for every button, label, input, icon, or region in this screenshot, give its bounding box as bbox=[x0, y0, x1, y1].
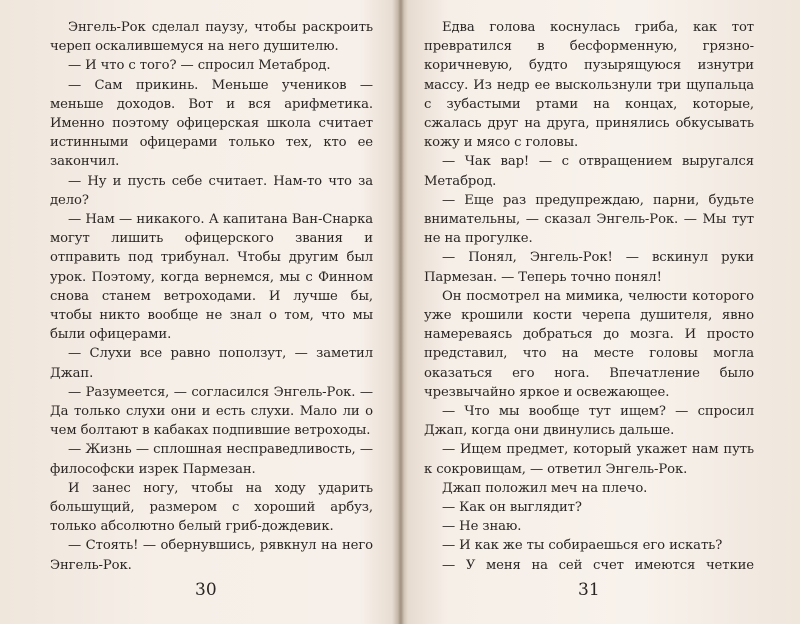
paragraph: — Ну и пусть себе считает. Нам-то что за дело? bbox=[50, 173, 373, 208]
paragraph: — Ищем предмет, который укажет нам путь к сокровищам, — ответил Энгель-Рок. bbox=[424, 442, 754, 477]
paragraph: — И как же ты собираешься его искать? bbox=[442, 538, 723, 554]
paragraph: — Жизнь — сплошная несправедливость, — философски изрек Пармезан. bbox=[50, 442, 373, 477]
paragraph: Он посмотрел на мимика, челюсти которого уже крошили кости черепа душителя, явно намереваясь добраться до мозга. И просто представил, что на месте головы могла оказаться его нога. Впечатление было чрезвычайно яркое и освежающее. bbox=[424, 288, 754, 400]
left-page bbox=[50, 18, 373, 578]
paragraph: — Слухи все равно поползут, — заметил Джап. bbox=[50, 346, 373, 381]
right-page bbox=[424, 18, 754, 578]
left-page-number: 30 bbox=[195, 580, 217, 600]
right-page-number: 31 bbox=[578, 580, 600, 600]
paragraph: — Чак вар! — с отвращением выругался Метаброд. bbox=[424, 154, 754, 189]
paragraph: — Еще раз предупреждаю, парни, будьте внимательны, — сказал Энгель-Рок. — Мы тут не на прогулке. bbox=[424, 192, 754, 247]
paragraph: — Сам прикинь. Меньше учеников — меньше доходов. Вот и вся арифметика. Именно поэтому офицерская школа считает истинными офицерами только тех, кто ее закончил. bbox=[50, 77, 373, 170]
paragraph: — Разумеется, — согласился Энгель-Рок. — Да только слухи они и есть слухи. Мало ли о чем болтают в кабаках подпившие ветроходы. bbox=[50, 384, 373, 439]
paragraph: Энгель-Рок сделал паузу, чтобы раскроить череп оскалившемуся на него душителю. bbox=[50, 20, 373, 55]
paragraph: — Нам — никакого. А капитана Ван-Снарка могут лишить офицерского звания и отправить под трибунал. Чтобы другим был урок. Поэтому, когда вернемся, мы с Финном снова станем ветроходами. И лучше бы, чтобы никто вообще не знал о том, что мы были офицерами. bbox=[50, 212, 373, 343]
paragraph: И занес ногу, чтобы на ходу ударить большущий, размером с хороший арбуз, только абсолютно белый гриб-дождевик. bbox=[50, 480, 373, 535]
paragraph: — Не знаю. bbox=[442, 519, 522, 535]
paragraph: — Как он выглядит? bbox=[442, 500, 582, 516]
paragraph: Едва голова коснулась гриба, как тот превратился в бесформенную, грязно-коричневую, будто пузырящуюся изнутри массу. Из недр ее выскользнули три щупальца с зубастыми ртами на концах, которые, сжалась друг на друга, принялись обкусывать кожу и мясо с головы. bbox=[424, 20, 754, 151]
paragraph: — У меня на сей счет имеются четкие bbox=[442, 557, 754, 573]
paragraph: — Стоять! — обернувшись, рявкнул на него Энгель-Рок. bbox=[50, 538, 373, 573]
paragraph: Джап положил меч на плечо. bbox=[442, 480, 648, 496]
paragraph: — И что с того? — спросил Метаброд. bbox=[68, 58, 331, 74]
paragraph: — Что мы вообще тут ищем? — спросил Джап, когда они двинулись дальше. bbox=[424, 404, 754, 439]
book-gutter bbox=[398, 0, 404, 624]
paragraph bbox=[50, 575, 373, 578]
paragraph: — Понял, Энгель-Рок! — вскинул руки Пармезан. — Теперь точно понял! bbox=[424, 250, 754, 285]
